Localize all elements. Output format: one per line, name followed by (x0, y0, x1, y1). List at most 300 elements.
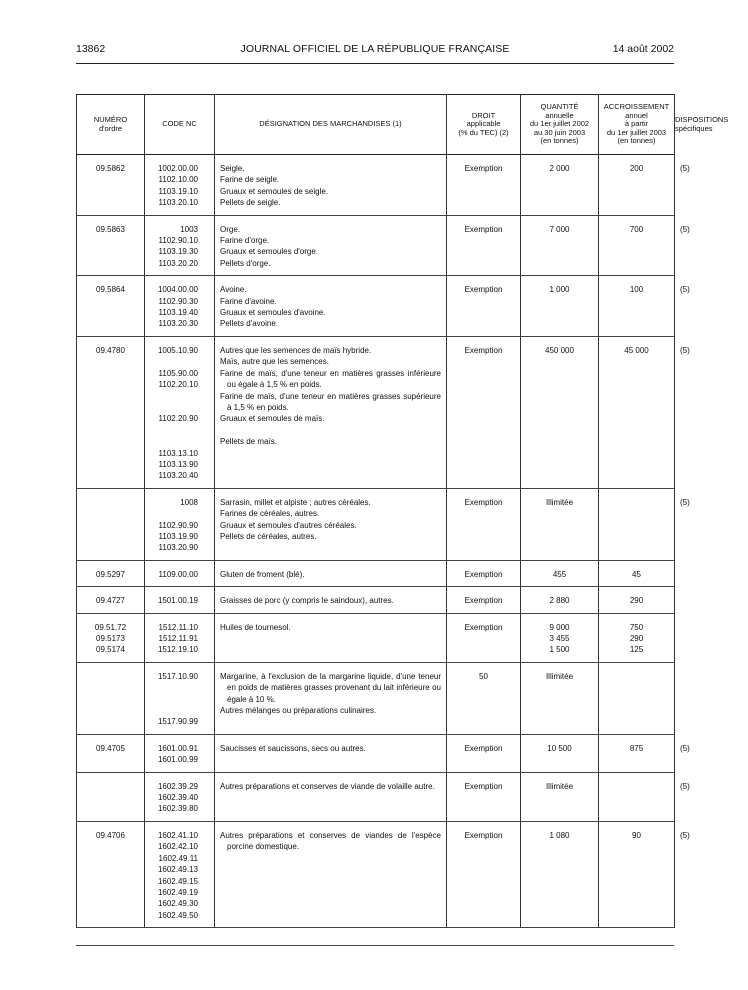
designation-item: Avoine. (220, 285, 247, 295)
dispositions-text: (5) (680, 164, 690, 173)
table-row (77, 488, 675, 560)
cell-designation (215, 560, 447, 586)
numero-text-line: 09.5174 (96, 645, 125, 655)
accroissement-text-line: 45 000 (624, 345, 649, 355)
code-text-line: 1103.20.40 (158, 471, 198, 481)
numero-text (77, 822, 144, 847)
quantite-text-line: 1 500 (549, 645, 570, 655)
accroissement-text-line: 290 (629, 596, 644, 606)
designation-item: Gruaux et semoules de maïs. (220, 414, 325, 424)
cell-accroissement (599, 215, 675, 276)
droit-text (447, 489, 520, 514)
cell-designation (215, 734, 447, 772)
cell-accroissement (599, 613, 675, 662)
code-text-line (150, 402, 198, 413)
table-row (77, 662, 675, 734)
table-row (77, 560, 675, 586)
table-row (77, 155, 675, 216)
designation-item: Farine de seigle. (220, 175, 280, 185)
quantite-text-line: Illimitée (545, 781, 574, 791)
code-text-line: 1602.49.19 (157, 887, 198, 897)
designation-item: Farine de maïs, d'une teneur en matières grasses supérieure à 1,5 % en poids. (220, 391, 441, 412)
quantite-text (521, 735, 598, 760)
cell-code-nc (145, 276, 215, 337)
cell-droit (447, 276, 521, 337)
designation-item: Pellets de seigle. (220, 198, 281, 208)
accroissement-text-line (604, 671, 669, 682)
accroissement-text-line (604, 781, 669, 792)
designation-item: Pellets de maïs. (220, 437, 277, 447)
cell-quantite (521, 821, 599, 927)
quantite-text (521, 489, 598, 514)
cell-accroissement (599, 772, 675, 821)
numero-text (77, 587, 144, 612)
designation-item: Sarrasin, millet et alpiste ; autres céréales. (220, 497, 371, 507)
cell-droit (447, 772, 521, 821)
code-text (145, 614, 214, 662)
droit-text (447, 337, 520, 362)
header-line: annuelle (545, 110, 574, 120)
code-text-line: 1102.90.10 (158, 236, 198, 246)
cell-accroissement (599, 276, 675, 337)
designation-text (215, 561, 446, 586)
header-line: à partir (624, 119, 649, 129)
header-line: du 1er juillet 2002 (529, 119, 590, 129)
cell-accroissement (599, 734, 675, 772)
dispositions-text: (5) (680, 830, 690, 840)
designation-item: Pellets d'avoine. (220, 319, 279, 329)
cell-numero (77, 613, 145, 662)
accroissement-text (599, 276, 674, 301)
code-text-line (150, 682, 198, 693)
quantite-text-line: 455 (552, 569, 567, 579)
code-text-line: 1105.90.00 (158, 368, 198, 378)
designation-item: Autres préparations et conserves de viande de volaille autre. (220, 781, 435, 791)
header-line: applicable (466, 119, 501, 129)
cell-designation (215, 276, 447, 337)
numero-text-line: 09.4727 (96, 596, 125, 606)
quantite-text (521, 822, 598, 847)
header-rule (76, 63, 674, 64)
droit-text (447, 663, 520, 688)
cell-quantite (521, 488, 599, 560)
droit-text-line: Exemption (464, 345, 503, 355)
designation-item: Autres préparations et conserves de viandes de l'espèce porcine domestique. (220, 830, 441, 852)
droit-text (447, 773, 520, 798)
accroissement-text-line: 100 (629, 285, 644, 295)
numero-text (77, 337, 144, 362)
accroissement-text (599, 489, 674, 514)
table-row (77, 821, 675, 927)
cell-numero (77, 155, 145, 216)
code-text-line: 1602.42.10 (157, 842, 198, 852)
code-text-line: 1602.41.10 (157, 830, 198, 840)
cell-droit (447, 662, 521, 734)
designation-item: Pellets d'orge. (220, 258, 271, 268)
droit-text-line: Exemption (464, 497, 503, 507)
designation-item: Farines de céréales, autres. (220, 509, 320, 519)
cell-accroissement (599, 821, 675, 927)
accroissement-text-line: 875 (629, 743, 644, 753)
cell-code-nc (145, 215, 215, 276)
code-text-line: 1517.10.90 (157, 671, 198, 681)
designation-item: Maïs, autre que les semences. (220, 357, 329, 367)
code-text-line: 1602.39.29 (157, 781, 198, 791)
header-line: annuel (625, 110, 648, 120)
numero-text-line: 09.5297 (96, 569, 125, 579)
dispositions-text (675, 663, 685, 688)
quantite-text (521, 587, 598, 612)
cell-quantite (521, 215, 599, 276)
numero-text-line: 09.5862 (96, 164, 125, 173)
cell-numero (77, 734, 145, 772)
quantite-text (521, 337, 598, 362)
cell-numero (77, 488, 145, 560)
quantite-text-line: 2 000 (549, 164, 570, 173)
dispositions-text (675, 561, 685, 586)
dispositions-text: (5) (680, 743, 690, 753)
cell-accroissement (599, 336, 675, 488)
accroissement-text-line: 290 (629, 634, 644, 643)
accroissement-text-line: 90 (632, 830, 641, 840)
cell-quantite (521, 662, 599, 734)
page-number: 13862 (76, 43, 106, 55)
accroissement-text-line: 45 (632, 569, 641, 579)
accroissement-text (599, 614, 674, 662)
accroissement-text (599, 663, 674, 688)
cell-designation (215, 155, 447, 216)
numero-text (77, 663, 144, 688)
code-text-line: 1601.00.99 (157, 755, 198, 765)
code-text-line: 1602.39.40 (157, 793, 198, 803)
code-text-line: 1103.20.10 (158, 198, 198, 208)
cell-accroissement (599, 560, 675, 586)
quantite-text (521, 614, 598, 662)
table-row (77, 613, 675, 662)
table-bottom-rule (76, 945, 674, 946)
code-text-line (150, 705, 198, 716)
cell-quantite (521, 734, 599, 772)
accroissement-text (599, 155, 674, 180)
droit-text-line: Exemption (464, 622, 503, 632)
numero-text (77, 155, 144, 180)
table-body (77, 155, 690, 928)
designation-item: Seigle. (220, 164, 245, 173)
cell-quantite (521, 613, 599, 662)
quantite-text-line: 1 080 (549, 830, 570, 840)
designation-text (215, 587, 446, 612)
cell-accroissement (599, 488, 675, 560)
cell-designation (215, 613, 447, 662)
header-line: DROIT (471, 110, 496, 120)
code-text (145, 337, 214, 488)
quantite-text (521, 216, 598, 241)
cell-numero (77, 821, 145, 927)
designation-text (215, 276, 446, 336)
designation-text (215, 773, 446, 798)
cell-droit (447, 821, 521, 927)
table-row (77, 772, 675, 821)
accroissement-text (599, 587, 674, 612)
code-text-line: 1601.00.91 (157, 743, 198, 753)
dispositions-text: (5) (680, 224, 690, 234)
numero-text (77, 614, 144, 662)
droit-text-line: Exemption (464, 830, 503, 840)
code-text-line: 1005.10.90 (157, 345, 198, 355)
designation-item: Pellets de céréales, autres. (220, 531, 317, 541)
designation-item: Saucisses et saucissons, secs ou autres. (220, 743, 366, 753)
code-text-line: 1501.00.19 (157, 596, 198, 606)
header-line: DÉSIGNATION DES MARCHANDISES (1) (259, 119, 402, 129)
dispositions-text (675, 587, 685, 612)
quantite-text-line: 10 500 (547, 743, 572, 753)
numero-text-line: 09.5173 (96, 634, 125, 643)
quantite-text-line: Illimitée (545, 671, 574, 681)
code-text-line: 1602.49.50 (157, 910, 198, 920)
code-text-line: 1602.39.80 (157, 804, 198, 814)
cell-accroissement (599, 662, 675, 734)
code-text-line: 1102.20.10 (158, 380, 198, 390)
cell-numero (77, 276, 145, 337)
code-text-line: 1602.49.30 (157, 899, 198, 909)
header-line: (en tonnes) (617, 136, 656, 146)
code-text-line (150, 391, 198, 402)
designation-text (215, 822, 446, 859)
droit-text (447, 822, 520, 847)
designation-text (215, 216, 446, 276)
droit-text-line: Exemption (464, 164, 503, 173)
droit-text-line: Exemption (464, 596, 503, 606)
code-text-line: 1008 (180, 497, 198, 507)
cell-quantite (521, 560, 599, 586)
code-text (145, 276, 214, 336)
cell-code-nc (145, 560, 215, 586)
code-text-line: 1002.00.00 (157, 164, 198, 173)
col-quantite (521, 95, 599, 155)
dispositions-text: (5) (680, 285, 690, 295)
cell-code-nc (145, 488, 215, 560)
quantite-text-line: 7 000 (549, 224, 570, 234)
accroissement-text-line (604, 497, 669, 508)
code-text-line: 1512.11.10 (158, 622, 198, 632)
header-line: d'ordre (98, 123, 123, 133)
cell-code-nc (145, 155, 215, 216)
quantite-text-line: 9 000 (549, 622, 570, 632)
cell-code-nc (145, 613, 215, 662)
designation-item: Autres mélanges ou préparations culinaires. (220, 706, 377, 716)
code-text-line: 1103.19.30 (158, 247, 198, 257)
cell-code-nc (145, 336, 215, 488)
numero-text (77, 773, 144, 798)
cell-droit (447, 215, 521, 276)
code-text-line (150, 508, 198, 519)
numero-text (77, 735, 144, 760)
numero-text-line: 09.5863 (96, 224, 125, 234)
code-text-line: 1103.20.20 (158, 258, 198, 268)
cell-quantite (521, 772, 599, 821)
code-text (145, 561, 214, 586)
designation-item: Gluten de froment (blé). (220, 569, 305, 579)
code-text-line: 1517.90.99 (157, 717, 198, 727)
cell-accroissement (599, 155, 675, 216)
designation-text (215, 735, 446, 760)
cell-designation (215, 821, 447, 927)
cell-quantite (521, 155, 599, 216)
dispositions-text: (5) (680, 781, 690, 791)
designation-text (215, 337, 446, 454)
designation-item: Orge. (220, 224, 241, 234)
numero-text (77, 489, 144, 514)
tariff-quota-table (76, 94, 729, 928)
col-droit (447, 95, 521, 155)
quantite-text (521, 773, 598, 798)
page-header (76, 43, 674, 59)
accroissement-text-line: 200 (629, 164, 644, 173)
dispositions-text: (5) (680, 345, 690, 355)
droit-text (447, 561, 520, 586)
accroissement-text (599, 216, 674, 241)
quantite-text-line: 450 000 (545, 345, 574, 355)
col-numero (77, 95, 145, 155)
col-accroissement (599, 95, 675, 155)
cell-numero (77, 560, 145, 586)
col-code-nc (145, 95, 215, 155)
code-text (145, 822, 214, 927)
code-text-line: 1103.19.10 (158, 186, 198, 196)
droit-text (447, 155, 520, 180)
cell-quantite (521, 336, 599, 488)
table-row (77, 215, 675, 276)
cell-numero (77, 336, 145, 488)
droit-text (447, 735, 520, 760)
cell-droit (447, 488, 521, 560)
code-text-line: 1103.13.90 (158, 459, 198, 469)
code-text-line: 1003 (180, 224, 198, 234)
droit-text-line: 50 (479, 671, 488, 681)
droit-text-line: Exemption (464, 224, 503, 234)
dispositions-text: (5) (680, 497, 690, 507)
designation-item: Margarine, à l'exclusion de la margarine liquide, d'une teneur en poids de matières grasses provenant du lait inférieure ou égale à 10 %. (220, 671, 441, 704)
table-row (77, 587, 675, 613)
code-text-line: 1103.19.40 (158, 308, 198, 318)
table-row (77, 276, 675, 337)
designation-text (215, 155, 446, 215)
col-designation (215, 95, 447, 155)
code-text (145, 773, 214, 821)
droit-text-line: Exemption (464, 285, 503, 295)
code-text-line: 1512.11.91 (158, 634, 198, 643)
cell-code-nc (145, 587, 215, 613)
designation-item: Huiles de tournesol. (220, 622, 291, 632)
code-text-line: 1109.00.00 (158, 569, 198, 579)
header-line: (en tonnes) (540, 136, 579, 146)
designation-item: Farine de maïs, d'une teneur en matières grasses inférieure ou égale à 1,5 % en poids. (220, 368, 441, 390)
designation-item (220, 425, 441, 436)
header-line: ACCROISSEMENT (603, 102, 670, 112)
droit-text-line: Exemption (464, 781, 503, 791)
cell-code-nc (145, 772, 215, 821)
cell-designation (215, 215, 447, 276)
designation-item: Farine d'avoine. (220, 296, 277, 306)
code-text-line (150, 694, 198, 705)
numero-text (77, 216, 144, 241)
accroissement-text (599, 735, 674, 760)
code-text-line: 1004.00.00 (157, 285, 198, 295)
quantite-text (521, 155, 598, 180)
header-line: NUMÉRO (93, 115, 128, 124)
designation-item: Farine d'orge. (220, 236, 270, 246)
quantite-text-line: Illimitée (545, 497, 574, 507)
code-text-line: 1103.19.90 (158, 531, 198, 541)
code-text-line: 1602.49.15 (157, 876, 198, 886)
code-text (145, 489, 214, 560)
quantite-text (521, 561, 598, 586)
code-text-line: 1103.20.30 (158, 319, 198, 329)
designation-text (215, 489, 446, 549)
numero-text-line (82, 781, 139, 792)
issue-date: 14 août 2002 (612, 43, 674, 55)
cell-designation (215, 587, 447, 613)
cell-accroissement (599, 587, 675, 613)
code-text-line: 1102.90.30 (158, 296, 198, 306)
header-line: CODE NC (162, 119, 197, 129)
table-row (77, 734, 675, 772)
designation-item: Gruaux et semoules d'orge. (220, 247, 319, 257)
cell-quantite (521, 276, 599, 337)
numero-text (77, 561, 144, 586)
droit-text (447, 276, 520, 301)
cell-droit (447, 613, 521, 662)
header-line: (% du TEC) (2) (458, 127, 509, 137)
accroissement-text (599, 822, 674, 847)
code-text-line: 1602.49.11 (158, 853, 198, 863)
cell-droit (447, 560, 521, 586)
designation-item: Gruaux et semoules d'avoine. (220, 308, 326, 318)
quantite-text-line: 3 455 (549, 634, 570, 643)
designation-text (215, 614, 446, 639)
code-text-line: 1102.20.90 (158, 414, 198, 424)
numero-text-line: 09.4780 (96, 345, 125, 355)
code-text-line: 1102.90.90 (158, 520, 198, 530)
numero-text-line: 09.4706 (96, 830, 125, 840)
designation-item: Gruaux et semoules d'autres céréales. (220, 520, 357, 530)
accroissement-text (599, 773, 674, 798)
code-text-line (150, 436, 198, 447)
code-text-line: 1103.20.90 (158, 543, 198, 553)
cell-code-nc (145, 821, 215, 927)
numero-text (77, 276, 144, 301)
numero-text-line (82, 671, 139, 682)
designation-item: Gruaux et semoules de seigle. (220, 186, 329, 196)
numero-text-line: 09.51.72 (94, 622, 127, 632)
accroissement-text (599, 337, 674, 362)
code-text (145, 735, 214, 772)
code-text (145, 155, 214, 215)
cell-code-nc (145, 734, 215, 772)
accroissement-text (599, 561, 674, 586)
code-text (145, 587, 214, 612)
cell-numero (77, 587, 145, 613)
code-text-line: 1102.10.00 (158, 175, 198, 185)
cell-droit (447, 155, 521, 216)
accroissement-text-line: 750 (629, 622, 644, 632)
table-row (77, 336, 675, 488)
quantite-text (521, 276, 598, 301)
code-text-line: 1512.19.10 (157, 645, 198, 655)
accroissement-text-line: 700 (629, 224, 644, 234)
droit-text (447, 614, 520, 639)
designation-item: Autres que les semences de maïs hybride. (220, 345, 372, 355)
